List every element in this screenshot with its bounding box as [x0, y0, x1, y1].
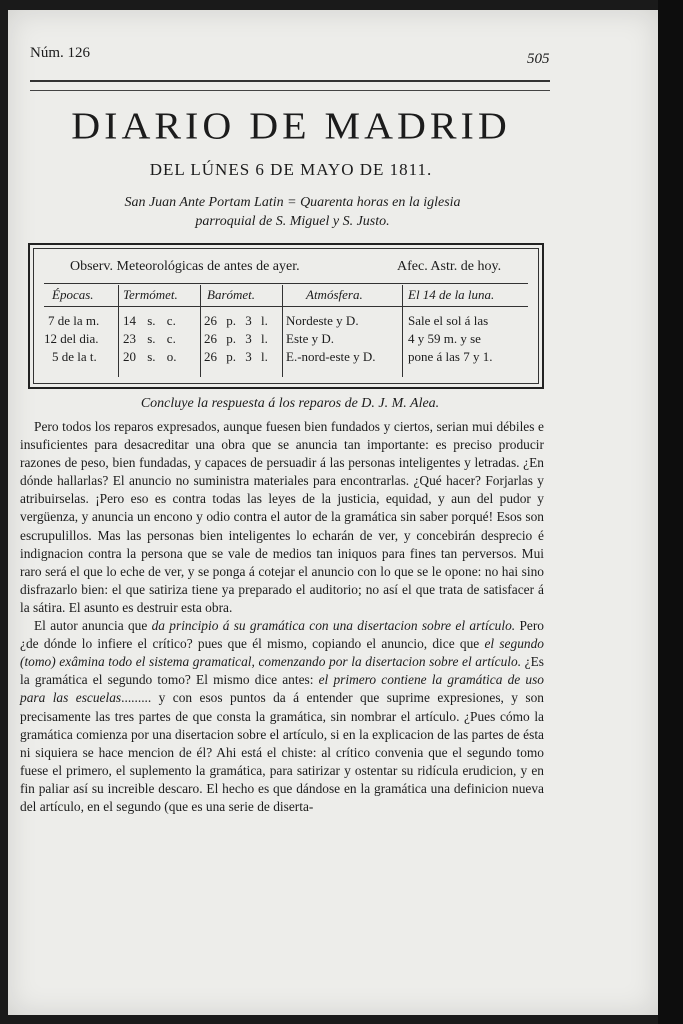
column-divider: [118, 285, 119, 377]
saints-line-1: San Juan Ante Portam Latin = Quarenta horas en la iglesia: [124, 195, 461, 210]
article-title: Concluye la respuesta á los reparos de D. J. M. Alea.: [140, 396, 440, 411]
header-epocas: Épocas.: [52, 287, 94, 302]
article-body: [20, 418, 544, 816]
row-termometro: 14 s. c.: [123, 313, 176, 328]
text-run: ......... y con esos puntos da á entender que suprime expresiones, y son precisamente las tres partes de que consta la gramática, sin nombrar el artículo. ¿Pues cómo la gramática comienza por una disertacion sobre el artículo, si en la explicacion de las partes de ésta ni siquiera se hace mencion de él? Ahi está el chiste: al crítico convenia que el segundo tomo fuese el primero, el suplemento la gramática, para satirizar y ostentar su ridícula erudicion, y en fin paliar así su increible descaro. El hecho es que dándose en la gramática una definicion nueva del artículo, en el segundo (que es una serie de diserta-: [20, 690, 545, 814]
scan-border: [658, 0, 683, 1024]
header-termometro: Termómet.: [123, 287, 178, 302]
saints-line-2: parroquial de S. Miguel y S. Justo.: [195, 214, 390, 229]
table-rule-top: [44, 283, 528, 284]
column-divider: [402, 285, 403, 377]
column-divider: [282, 285, 283, 377]
table-title-astro: Afec. Astr. de hoy.: [397, 259, 502, 274]
issue-number: Núm. 126: [30, 45, 90, 61]
paragraph-1: Pero todos los reparos expresados, aunque fuesen bien fundados y ciertos, serian mui débiles e insuficientes para desacreditar una obra que se anuncia tan importante: es preciso producir razones de peso, bien fundadas, y capaces de persuadir á las personas inteligentes y letradas. ¿En dónde hallarlas? El anuncio no suministra materiales para encontrarlas. ¿Qué hacer? Forjarlas y atribuirselas. ¡Pero eso es contra todas las leyes de la justicia, equidad, y aun del pudor y vergüenza, y anuncia un encono y odio contra el autor de la gramática sin saber porqué! Esos son escrupulillos. Mas las personas bien inteligentes lo echarán de ver, y concebirán desprecio é indignacion contra la persona que se vale de medios tan iniquos para fines tan perversos. Mui raro será el que lo eche de ver, y se ponga á cotejar el anuncio con lo que se le opone: no hai sino disfrazarlo bien: el que satiriza tiene ya preparado el auditorio; no así el que trata de satisfacer á la sátira. El asunto es destruir esta obra.: [20, 419, 544, 615]
astro-line: pone á las 7 y 1.: [408, 349, 493, 364]
row-barometro: 26 p. 3 l.: [204, 331, 268, 346]
quoted-text: da principio á su gramática con una disertacion sobre el artículo.: [151, 618, 516, 634]
saints-of-day: [45, 193, 540, 231]
header-luna: El 14 de la luna.: [408, 287, 495, 302]
top-rule-thin: [30, 90, 550, 91]
column-divider: [200, 285, 201, 377]
header-barometro: Barómet.: [207, 287, 256, 302]
row-termometro: 20 s. o.: [123, 349, 177, 364]
masthead-title: DIARIO DE MADRID: [71, 104, 511, 147]
row-epoca: 7 de la m.: [48, 313, 100, 328]
row-barometro: 26 p. 3 l.: [204, 313, 268, 328]
text-run: El autor anuncia que: [34, 618, 152, 634]
quoted-text: el segundo (tomo) exâmina todo el sistema gramatical, comenzando por la disertacion sobre el artículo.: [20, 636, 544, 670]
page-number: 505: [527, 51, 550, 67]
quoted-text: el primero contiene la gramática de uso para las escuelas: [20, 672, 544, 706]
top-rule: [30, 80, 550, 82]
text-run: ¿Es la gramática el segundo tomo? El mismo dice antes:: [20, 654, 544, 688]
row-atmosfera: Nordeste y D.: [286, 313, 359, 328]
row-atmosfera: Este y D.: [286, 331, 335, 346]
table-rule-header: [44, 306, 528, 307]
table-title-observations: Observ. Meteorológicas de antes de ayer.: [70, 259, 300, 274]
astro-line: 4 y 59 m. y se: [408, 331, 481, 346]
row-epoca: 5 de la t.: [52, 349, 97, 364]
date-line: DEL LÚNES 6 DE MAYO DE 1811.: [149, 160, 433, 179]
row-termometro: 23 s. c.: [123, 331, 176, 346]
row-epoca: 12 del dia.: [44, 331, 99, 346]
paragraph-2: [20, 617, 544, 816]
header-atmosfera: Atmósfera.: [306, 287, 363, 302]
row-barometro: 26 p. 3 l.: [204, 349, 268, 364]
astro-line: Sale el sol á las: [408, 313, 489, 328]
meteorological-table: [28, 243, 544, 389]
text-run: Pero ¿de dónde lo infiere el crítico? pues que él mismo, copiando el anuncio, dice que: [20, 618, 544, 652]
row-atmosfera: E.-nord-este y D.: [286, 349, 376, 364]
